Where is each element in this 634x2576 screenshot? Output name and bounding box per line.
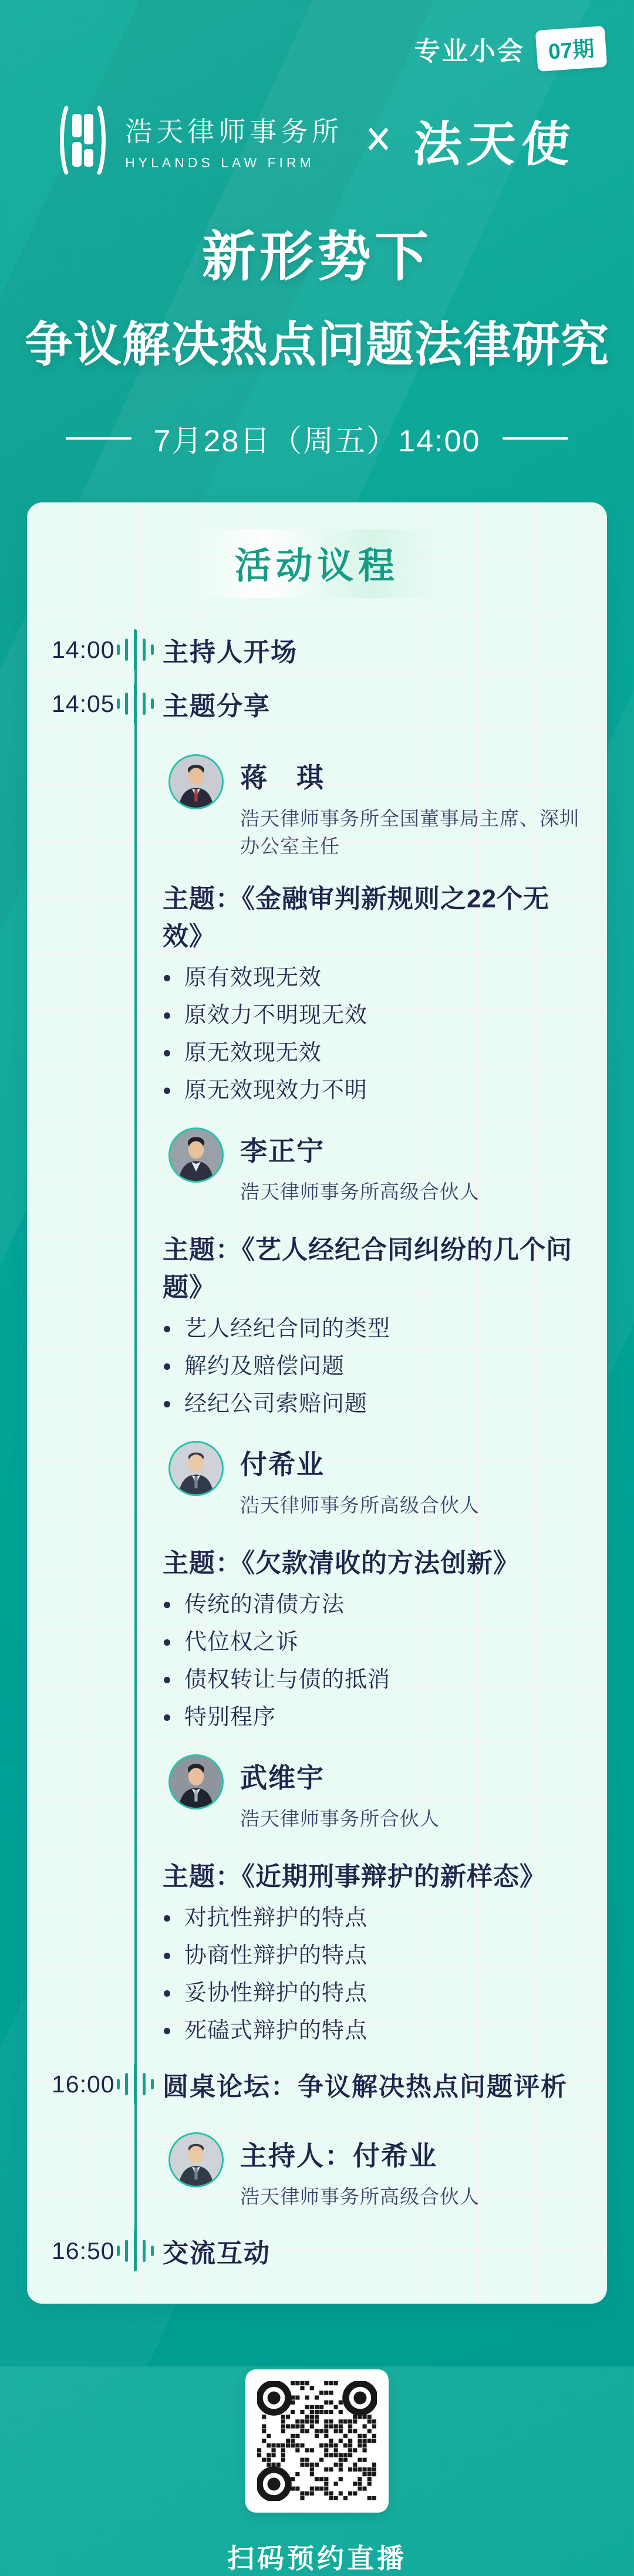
timeline-row-opening (27, 631, 607, 669)
firm-name-en: HYLANDS LAW FIRM (125, 154, 315, 170)
equalizer-bars-icon (116, 683, 155, 724)
qr-code (245, 2369, 389, 2513)
time-label: 14:05 (52, 690, 115, 717)
equalizer-bars-icon (116, 2230, 155, 2271)
bullet-dot-icon (164, 1363, 170, 1370)
bullet-item: 代位权之诉 (163, 1630, 582, 1655)
bullet-item: 原有效现无效 (163, 965, 582, 990)
title-line-1: 新形势下 (201, 227, 432, 287)
avatar (168, 1127, 224, 1183)
partner-logo-fatianshi: 法天使 (412, 117, 578, 171)
agenda-timeline (27, 631, 607, 2270)
speaker-name: 蒋 琪 (240, 762, 325, 793)
bullet-item: 传统的清债方法 (163, 1592, 582, 1617)
firm-name-cn: 浩天律师事务所 (125, 116, 343, 147)
qr-footer (0, 2369, 634, 2576)
speaker-title: 浩天律师事务所高级合伙人 (240, 1494, 480, 1516)
bullet-dot-icon (164, 1953, 170, 1959)
bullet-dot-icon (164, 2028, 170, 2034)
timeline-row-discussion (27, 2232, 607, 2270)
speaker-block-wuweiyu (163, 1753, 582, 2043)
speaker-topic: 主题：《艺人经纪合同纠纷的几个问题》 (163, 1235, 572, 1302)
qr-code-pattern (257, 2381, 377, 2501)
equalizer-bars-icon (116, 2064, 155, 2105)
agenda-heading-wrap (27, 502, 607, 598)
dash-right (503, 437, 568, 440)
bullet-item: 协商性辩护的特点 (163, 1943, 582, 1968)
bullet-dot-icon (164, 1915, 170, 1922)
topic-bullets (163, 965, 582, 1103)
avatar (168, 1754, 224, 1809)
speaker-topic: 主题：《近期刑事辩护的新样态》 (163, 1862, 546, 1891)
bullet-dot-icon (164, 1401, 170, 1407)
roundtable-host-block (163, 2131, 582, 2214)
speaker-head (163, 2131, 582, 2214)
qr-caption: 扫码预约直播 (227, 2543, 407, 2574)
title-line-2: 争议解决热点问题法律研究 (24, 318, 609, 372)
speaker-head (163, 1440, 582, 1523)
bullet-item: 原无效现效力不明 (163, 1078, 582, 1103)
time-label: 14:00 (52, 636, 115, 663)
bullet-dot-icon (164, 1602, 170, 1608)
timeline-row-roundtable (27, 2065, 607, 2103)
bullet-item: 解约及赔偿问题 (163, 1354, 582, 1379)
brand-lockup (0, 106, 634, 175)
speaker-topic: 主题：《欠款清收的方法创新》 (163, 1549, 520, 1578)
speaker-block-lizhengning (163, 1126, 582, 1416)
speaker-block-fuxiye (163, 1440, 582, 1730)
speaker-title: 浩天律师事务所合伙人 (240, 1808, 440, 1829)
bullet-item: 原效力不明现无效 (163, 1003, 582, 1028)
bullet-dot-icon (164, 1326, 170, 1332)
bullet-dot-icon (164, 1050, 170, 1056)
host-title: 浩天律师事务所高级合伙人 (240, 2186, 480, 2207)
time-label: 16:00 (52, 2070, 115, 2098)
bullet-item: 妥协性辩护的特点 (163, 1981, 582, 2006)
equalizer-bars-icon (116, 629, 155, 670)
topic-bullets (163, 1906, 582, 2043)
speaker-topic: 主题：《金融审判新规则之22个无效》 (163, 884, 549, 951)
speaker-head (163, 1126, 582, 1210)
bullet-dot-icon (164, 1714, 170, 1721)
speaker-block-jiangqi (163, 753, 582, 1103)
bullet-item: 对抗性辩护的特点 (163, 1906, 582, 1930)
collab-x-icon: ✕ (364, 118, 393, 162)
poster-title (0, 214, 634, 375)
bullet-dot-icon (164, 975, 170, 981)
bullet-dot-icon (164, 1990, 170, 1997)
bullet-dot-icon (164, 1639, 170, 1646)
bullet-item: 原无效现无效 (163, 1041, 582, 1065)
topic-bullets (163, 1592, 582, 1730)
bullet-item: 艺人经纪合同的类型 (163, 1316, 582, 1341)
avatar (168, 754, 224, 809)
speaker-name: 付希业 (240, 1449, 325, 1480)
speaker-title: 浩天律师事务所全国董事局主席、深圳办公室主任 (240, 808, 579, 857)
speaker-name: 武维宇 (240, 1763, 325, 1793)
agenda-heading: 活动议程 (194, 529, 440, 598)
agenda-item-label: 交流互动 (163, 2239, 271, 2268)
host-name: 主持人：付希业 (240, 2141, 437, 2171)
hylands-logo-icon (58, 106, 107, 175)
dash-left (66, 437, 131, 440)
firm-name-block (125, 110, 343, 171)
bullet-item: 经纪公司索赔问题 (163, 1392, 582, 1416)
series-label: 专业小会 (414, 37, 525, 66)
speaker-head (163, 1753, 582, 1836)
issue-number-pill: 07期 (535, 26, 608, 72)
agenda-item-label: 圆桌论坛：争议解决热点问题评析 (163, 2072, 568, 2101)
topic-bullets (163, 1316, 582, 1416)
event-datetime: 7月28日（周五）14:00 (153, 424, 481, 458)
agenda-item-label: 主题分享 (163, 692, 271, 721)
agenda-item-label: 主持人开场 (163, 638, 298, 667)
bullet-item: 债权转让与债的抵消 (163, 1667, 582, 1692)
bullet-dot-icon (164, 1088, 170, 1094)
timeline-row-sharing (27, 685, 607, 723)
agenda-card (27, 502, 607, 2304)
time-label: 16:50 (52, 2237, 115, 2264)
event-datetime-row (0, 416, 634, 460)
speaker-title: 浩天律师事务所高级合伙人 (240, 1181, 480, 1203)
avatar (168, 1441, 224, 1496)
bullet-item: 死磕式辩护的特点 (163, 2018, 582, 2043)
bullet-item: 特别程序 (163, 1705, 582, 1730)
bullet-dot-icon (164, 1677, 170, 1683)
speaker-name: 李正宁 (240, 1136, 325, 1166)
avatar (168, 2132, 224, 2187)
issue-badge (0, 0, 634, 69)
speaker-head (163, 753, 582, 859)
bullet-dot-icon (164, 1012, 170, 1019)
